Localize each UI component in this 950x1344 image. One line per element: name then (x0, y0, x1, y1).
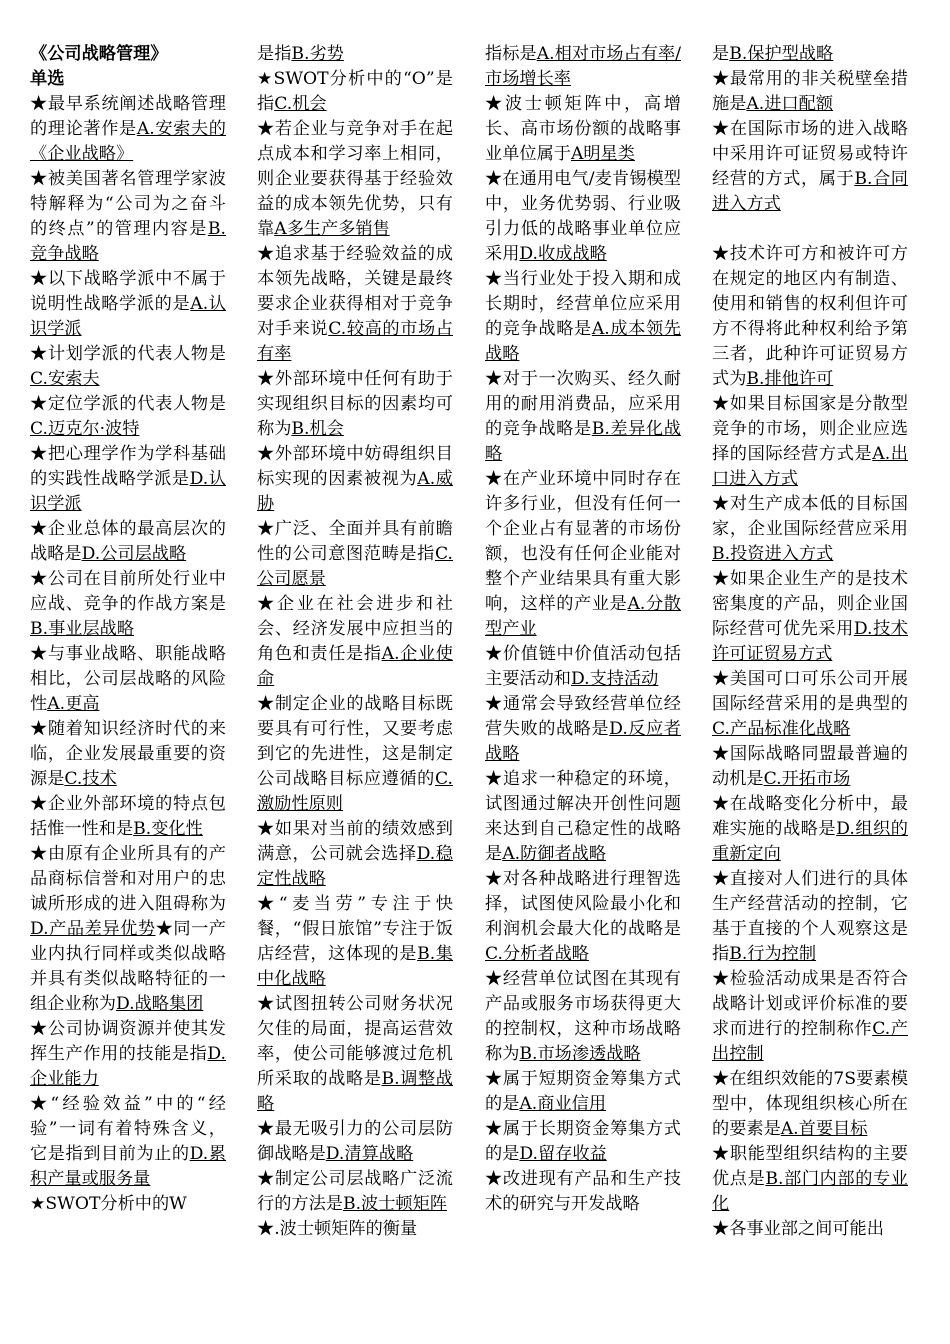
answer-text: C.开拓市场 (763, 769, 851, 789)
answer-text: A.企业使命 (257, 644, 453, 689)
question-item (485, 967, 681, 1067)
question-text: ★技术许可方和被许可方在规定的地区内有制造、使用和销售的权利但许可方不得将此种权利给予第三者，此种许可证贸易方式为 (712, 244, 908, 389)
question-item (712, 1067, 908, 1142)
blank-line (712, 217, 908, 242)
column-3 (485, 42, 681, 1217)
column-2-items (257, 42, 453, 1242)
answer-text: A明星类 (570, 144, 635, 164)
answer-text: B.竞争战略 (30, 219, 226, 264)
question-text: ★外部环境中任何有助于实现组织目标的因素均可称为 (257, 369, 453, 439)
answer-text: B.变化性 (133, 819, 203, 839)
question-item (30, 792, 226, 842)
question-text: ★波士顿矩阵中，高增长、高市场份额的战略事业单位属于 (485, 94, 681, 164)
question-item (485, 267, 681, 367)
question-text: ★同一产业内执行同样或类似战略并具有类似战略特征的一组企业称为 (30, 919, 226, 1014)
question-text: ★随着知识经济时代的来临，企业发展最重要的资源是 (30, 719, 226, 789)
question-text: ★对于一次购买、经久耐用的耐用消费品，应采用的竞争战略是 (485, 369, 681, 439)
question-item (257, 592, 453, 692)
question-text: 指标是 (485, 44, 537, 64)
question-text: ★各事业部之间可能出 (712, 1219, 884, 1239)
question-text: ★直接对人们进行的具体生产经营活动的控制，它基于直接的个人观察这是指 (712, 869, 908, 964)
answer-text: A.安索夫的《企业战略》 (30, 119, 226, 164)
question-item (257, 1167, 453, 1217)
question-text: ★被美国著名管理学家波特解释为“公司为之奋斗的终点”的管理内容是 (30, 169, 226, 239)
answer-text: A.出口进入方式 (712, 444, 908, 489)
question-text: ★以下战略学派中不属于说明性战略学派的是 (30, 269, 226, 314)
answer-text: C.迈克尔·波特 (30, 419, 140, 439)
question-item (712, 42, 908, 67)
question-text: ★广泛、全面并具有前瞻性的公司意图范畴是指 (257, 519, 453, 564)
answer-text: A.分散型产业 (485, 594, 681, 639)
question-text: ★外部环境中妨碍组织目标实现的因素被视为 (257, 444, 453, 489)
question-text: ★企业外部环境的特点包括惟一性和是 (30, 794, 226, 839)
question-text: ★公司在目前所处行业中应战、竞争的作战方案是 (30, 569, 226, 614)
answer-text: D.企业能力 (30, 1044, 226, 1089)
question-item (30, 517, 226, 567)
answer-text: D.累积产量或服务量 (30, 1144, 226, 1189)
answer-text: A.防御者战略 (502, 844, 607, 864)
question-text: ★在组织效能的7S要素模型中，体现组织核心所在的要素是 (712, 1069, 908, 1139)
question-item (485, 367, 681, 467)
answer-text: A.进口配额 (746, 94, 834, 114)
question-item (30, 267, 226, 342)
question-text: ★计划学派的代表人物是 (30, 344, 226, 364)
answer-text: B.机会 (291, 419, 344, 439)
question-item (485, 767, 681, 867)
answer-text: D.技术许可证贸易方式 (712, 619, 908, 664)
question-text: ★如果目标国家是分散型竞争的市场，则企业应选择的国际经营方式是 (712, 394, 908, 464)
answer-text: B.排他许可 (746, 369, 834, 389)
answer-text: D.收成战略 (519, 244, 607, 264)
question-item (257, 1117, 453, 1167)
question-item (712, 567, 908, 667)
answer-text: B.调整战略 (257, 1069, 453, 1114)
question-item (257, 892, 453, 992)
question-item (712, 742, 908, 792)
answer-text: C.产品标准化战略 (712, 719, 851, 739)
question-item (485, 642, 681, 692)
answer-text: C.技术 (64, 769, 117, 789)
answer-text: A.成本领先战略 (485, 319, 681, 364)
question-item (257, 1217, 453, 1242)
question-text: ★在产业环境中同时存在许多行业，但没有任何一个企业占有显著的市场份额，也没有任何企业能对整个产业结果具有重大影响，这样的产业是 (485, 469, 681, 614)
question-item (30, 717, 226, 792)
question-text: ★制定公司层战略广泛流行的方法是 (257, 1169, 453, 1214)
column-4-items (712, 42, 908, 1242)
answer-text: D.认识学派 (30, 469, 226, 514)
answer-text: D.产品差异优势 (30, 919, 156, 939)
question-text: ★与事业战略、职能战略相比，公司层战略的风险性 (30, 644, 226, 714)
column-1-items (30, 92, 226, 1217)
question-item (257, 42, 453, 67)
question-item (30, 567, 226, 642)
question-text: ★在国际市场的进入战略中采用许可证贸易或特许经营的方式，属于 (712, 119, 908, 189)
question-text: ★检验活动成果是否符合战略计划或评价标准的要求而进行的控制称作 (712, 969, 908, 1039)
question-text: ★如果对当前的绩效感到满意，公司就会选择 (257, 819, 453, 864)
question-text: ★最无吸引力的公司层防御战略是 (257, 1119, 453, 1164)
answer-text: A.商业信用 (519, 1094, 607, 1114)
question-text: ★价值链中价值活动包括主要活动和 (485, 644, 681, 689)
question-item (485, 1117, 681, 1167)
question-item (30, 1192, 226, 1217)
question-item (257, 367, 453, 442)
question-item (257, 992, 453, 1117)
question-text: ★美国可口可乐公司开展国际经营采用的是典型的 (712, 669, 908, 714)
answer-text: A.首要目标 (780, 1119, 868, 1139)
answer-text: A.威胁 (257, 469, 453, 514)
question-text: ★最早系统阐述战略管理的理论著作是 (30, 94, 226, 139)
answer-text: D.组织的重新定向 (712, 819, 908, 864)
question-text: ★在战略变化分析中，最难实施的战略是 (712, 794, 908, 839)
answer-text: C.产出控制 (712, 1019, 908, 1064)
question-text: ★SWOT分析中的“O”是指 (257, 69, 453, 114)
question-item (712, 867, 908, 967)
question-text: ★改进现有产品和生产技术的研究与开发战略 (485, 1169, 681, 1214)
question-text: ★通常会导致经营单位经营失败的战略是 (485, 694, 681, 739)
question-text: ★企业在社会进步和社会、经济发展中应担当的角色和责任是指 (257, 594, 453, 664)
answer-text: A多生产多销售 (274, 219, 390, 239)
answer-text: A.更高 (47, 694, 100, 714)
answer-text: B.波士顿矩阵 (342, 1194, 447, 1214)
answer-text: C.安索夫 (30, 369, 100, 389)
answer-text: C.公司愿景 (257, 544, 453, 589)
question-text: 是 (712, 44, 730, 64)
answer-text: D.留存收益 (519, 1144, 607, 1164)
question-item (485, 1167, 681, 1217)
answer-text: D.支持活动 (570, 669, 659, 689)
question-item (257, 692, 453, 817)
question-item (30, 1017, 226, 1092)
answer-text: B.保护型战略 (729, 44, 834, 64)
question-text: ★若企业与竞争对手在起点成本和学习率上相同，则企业要获得基于经验效益的成本领先优势，只有靠 (257, 119, 453, 239)
answer-text: D.反应者战略 (485, 719, 681, 764)
question-text: ★“麦当劳”专注于快餐，“假日旅馆”专注于饭店经营，这体现的是 (257, 894, 453, 964)
answer-text: B.差异化战略 (485, 419, 681, 464)
answer-text: A.认识学派 (30, 294, 226, 339)
question-item (712, 67, 908, 117)
document-title: 《公司战略管理》 (30, 44, 168, 64)
question-text: ★“经验效益”中的“经验”一词有着特殊含义，它是指到目前为止的 (30, 1094, 226, 1164)
answer-text: B.事业层战略 (30, 619, 135, 639)
question-text: ★最常用的非关税壁垒措施是 (712, 69, 908, 114)
question-item (30, 167, 226, 267)
answer-text: D.公司层战略 (81, 544, 187, 564)
answer-text: B.部门内部的专业化 (712, 1169, 908, 1214)
question-text: ★对各种战略进行理智选择，试图使风险最小化和利润机会最大化的战略是 (485, 869, 681, 939)
question-item (485, 92, 681, 167)
question-text: ★经营单位试图在其现有产品或服务市场获得更大的控制权，这种市场战略称为 (485, 969, 681, 1064)
question-text: ★由原有企业所具有的产品商标信誉和对用户的忠诚所形成的进入阻碍称为 (30, 844, 226, 914)
column-4 (712, 42, 908, 1242)
column-3-items (485, 42, 681, 1217)
question-text: ★.波士顿矩阵的衡量 (257, 1219, 418, 1239)
question-item (712, 1217, 908, 1242)
answer-text: C.较高的市场占有率 (257, 319, 453, 364)
answer-text: C.激励性原则 (257, 769, 453, 814)
question-text: ★如果企业生产的是技术密集度的产品，则企业国际经营可优先采用 (712, 569, 908, 639)
question-item (712, 492, 908, 567)
question-text: ★追求基于经验效益的成本领先战略，关键是最终要求企业获得相对于竞争对手来说 (257, 244, 453, 339)
question-text: ★SWOT分析中的W (30, 1194, 187, 1214)
question-item (257, 517, 453, 592)
question-item (257, 242, 453, 367)
answer-text: D.战略集团 (115, 994, 204, 1014)
question-text: ★属于长期资金筹集方式的是 (485, 1119, 681, 1164)
answer-text: A.相对市场占有率/市场增长率 (485, 44, 681, 89)
question-item (30, 442, 226, 517)
question-item (30, 1092, 226, 1192)
question-item (712, 667, 908, 742)
answer-text: B.投资进入方式 (712, 544, 834, 564)
question-text: ★制定企业的战略目标既要具有可行性，又要考虑到它的先进性，这是制定公司战略目标应遵循的 (257, 694, 453, 789)
column-2 (257, 42, 453, 1242)
answer-text: B.合同进入方式 (712, 169, 908, 214)
question-text: ★对生产成本低的目标国家，企业国际经营应采用 (712, 494, 908, 539)
question-item (485, 1067, 681, 1117)
question-item (485, 692, 681, 767)
question-item (30, 392, 226, 442)
question-item (712, 967, 908, 1067)
question-item (712, 392, 908, 492)
question-text: ★把心理学作为学科基础的实践性战略学派是 (30, 444, 226, 489)
question-item (257, 442, 453, 517)
answer-text: B.集中化战略 (257, 944, 453, 989)
question-text: ★企业总体的最高层次的战略是 (30, 519, 226, 564)
question-item (712, 242, 908, 392)
question-item (257, 67, 453, 117)
question-item (712, 117, 908, 217)
question-text: ★在通用电气/麦肯锡模型中，业务优势弱、行业吸引力低的战略事业单位应采用 (485, 169, 681, 264)
question-item (485, 467, 681, 642)
question-text: 是指 (257, 44, 292, 64)
question-item (485, 167, 681, 267)
answer-text: D.稳定性战略 (257, 844, 453, 889)
answer-text: B.劣势 (291, 44, 344, 64)
answer-text: D.清算战略 (325, 1144, 414, 1164)
question-item (712, 792, 908, 867)
answer-text: B.市场渗透战略 (519, 1044, 641, 1064)
question-item (257, 117, 453, 242)
question-text: ★国际战略同盟最普遍的动机是 (712, 744, 908, 789)
question-text: ★当行业处于投入期和成长期时，经营单位应采用的竞争战略是 (485, 269, 681, 339)
question-item (30, 842, 226, 1017)
question-text: ★定位学派的代表人物是 (30, 394, 226, 414)
question-item (485, 42, 681, 92)
question-text: ★职能型组织结构的主要优点是 (712, 1144, 908, 1189)
section-heading: 单选 (30, 69, 65, 89)
question-item (712, 1142, 908, 1217)
answer-text: C.机会 (274, 94, 327, 114)
answer-text: C.分析者战略 (485, 944, 589, 964)
question-item (485, 867, 681, 967)
answer-text: B.行为控制 (729, 944, 817, 964)
question-text: ★公司协调资源并使其发挥生产作用的技能是指 (30, 1019, 226, 1064)
question-text: ★追求一种稳定的环境，试图通过解决开创性问题来达到自己稳定性的战略是 (485, 769, 681, 864)
question-item (30, 92, 226, 167)
question-item (257, 817, 453, 892)
question-item (30, 342, 226, 392)
question-item (30, 642, 226, 717)
question-text: ★试图扭转公司财务状况欠佳的局面，提高运营效率，使公司能够渡过危机所采取的战略是 (257, 994, 453, 1089)
question-text: ★属于短期资金筹集方式的是 (485, 1069, 681, 1114)
column-1 (30, 42, 226, 1217)
